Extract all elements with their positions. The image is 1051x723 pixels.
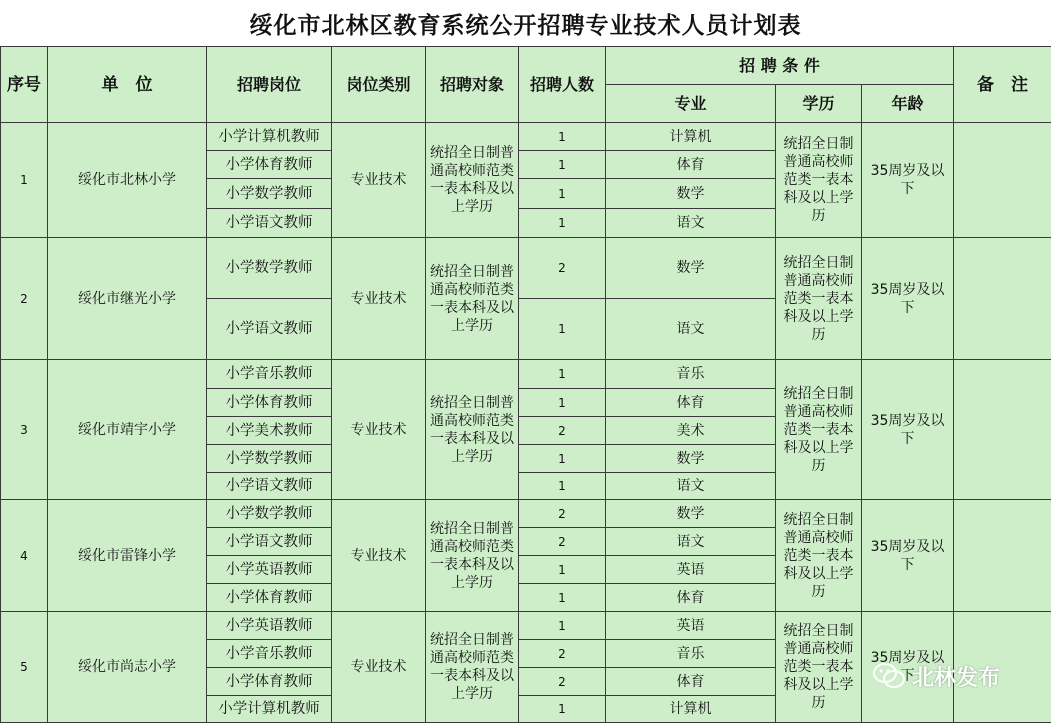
header-category: 岗位类别: [331, 46, 426, 123]
position-cell: 小学数学教师: [206, 499, 332, 528]
wechat-icon: [872, 662, 906, 690]
school-target: 统招全日制普通高校师范类一表本科及以上学历: [425, 499, 519, 612]
major-cell: 英语: [605, 555, 776, 584]
position-cell: 小学语文教师: [206, 208, 332, 238]
count-cell: 2: [518, 667, 606, 696]
count-cell: 2: [518, 416, 606, 445]
major-cell: 数学: [605, 499, 776, 528]
count-cell: 1: [518, 298, 606, 360]
header-conditions: 招 聘 条 件: [605, 46, 954, 85]
school-category: 专业技术: [331, 359, 426, 500]
position-cell: 小学体育教师: [206, 388, 332, 417]
page-title: 绥化市北林区教育系统公开招聘专业技术人员计划表: [0, 0, 1051, 46]
school-unit: 绥化市继光小学: [47, 237, 207, 360]
school-education: 统招全日制普通高校师范类一表本科及以上学历: [775, 237, 862, 360]
major-cell: 美术: [605, 416, 776, 445]
count-cell: 1: [518, 150, 606, 179]
major-cell: 体育: [605, 583, 776, 612]
position-cell: 小学英语教师: [206, 611, 332, 640]
school-target: 统招全日制普通高校师范类一表本科及以上学历: [425, 122, 519, 238]
count-cell: 1: [518, 555, 606, 584]
major-cell: 英语: [605, 611, 776, 640]
school-target: 统招全日制普通高校师范类一表本科及以上学历: [425, 611, 519, 723]
header-seq: 序号: [0, 46, 48, 123]
major-cell: 体育: [605, 388, 776, 417]
major-cell: 数学: [605, 237, 776, 299]
header-education: 学历: [775, 84, 862, 123]
school-unit: 绥化市雷锋小学: [47, 499, 207, 612]
count-cell: 2: [518, 639, 606, 668]
header-age: 年龄: [861, 84, 954, 123]
position-cell: 小学语文教师: [206, 298, 332, 360]
count-cell: 1: [518, 444, 606, 473]
major-cell: 计算机: [605, 122, 776, 151]
header-major: 专业: [605, 84, 776, 123]
watermark: [872, 656, 1042, 696]
school-education: 统招全日制普通高校师范类一表本科及以上学历: [775, 359, 862, 500]
school-age: 35周岁及以下: [861, 611, 954, 723]
school-age: 35周岁及以下: [861, 499, 954, 612]
major-cell: 语文: [605, 208, 776, 238]
position-cell: 小学数学教师: [206, 178, 332, 209]
count-cell: 2: [518, 499, 606, 528]
major-cell: 语文: [605, 527, 776, 556]
position-cell: 小学体育教师: [206, 667, 332, 696]
position-cell: 小学数学教师: [206, 237, 332, 299]
school-unit: 绥化市北林小学: [47, 122, 207, 238]
school-seq: 3: [0, 359, 48, 500]
school-age: 35周岁及以下: [861, 359, 954, 500]
school-target: 统招全日制普通高校师范类一表本科及以上学历: [425, 237, 519, 360]
header-remarks: 备 注: [953, 46, 1051, 123]
school-age: 35周岁及以下: [861, 237, 954, 360]
school-remarks: [953, 237, 1051, 360]
count-cell: 1: [518, 695, 606, 723]
major-cell: 体育: [605, 150, 776, 179]
count-cell: 1: [518, 388, 606, 417]
watermark-text: 北林发布: [912, 665, 1001, 691]
header-target: 招聘对象: [425, 46, 519, 123]
school-target: 统招全日制普通高校师范类一表本科及以上学历: [425, 359, 519, 500]
count-cell: 2: [518, 237, 606, 299]
school-education: 统招全日制普通高校师范类一表本科及以上学历: [775, 499, 862, 612]
school-seq: 4: [0, 499, 48, 612]
count-cell: 1: [518, 359, 606, 389]
position-cell: 小学美术教师: [206, 416, 332, 445]
major-cell: 语文: [605, 472, 776, 500]
major-cell: 体育: [605, 667, 776, 696]
count-cell: 2: [518, 527, 606, 556]
school-age: 35周岁及以下: [861, 122, 954, 238]
school-category: 专业技术: [331, 237, 426, 360]
position-cell: 小学英语教师: [206, 555, 332, 584]
position-cell: 小学音乐教师: [206, 639, 332, 668]
position-cell: 小学语文教师: [206, 527, 332, 556]
school-category: 专业技术: [331, 122, 426, 238]
school-category: 专业技术: [331, 611, 426, 723]
major-cell: 语文: [605, 298, 776, 360]
header-count: 招聘人数: [518, 46, 606, 123]
position-cell: 小学音乐教师: [206, 359, 332, 389]
count-cell: 1: [518, 178, 606, 209]
school-category: 专业技术: [331, 499, 426, 612]
major-cell: 数学: [605, 444, 776, 473]
school-unit: 绥化市尚志小学: [47, 611, 207, 723]
position-cell: 小学语文教师: [206, 472, 332, 500]
school-remarks: [953, 359, 1051, 500]
count-cell: 1: [518, 583, 606, 612]
school-education: 统招全日制普通高校师范类一表本科及以上学历: [775, 611, 862, 723]
major-cell: 音乐: [605, 359, 776, 389]
position-cell: 小学体育教师: [206, 583, 332, 612]
school-seq: 1: [0, 122, 48, 238]
school-seq: 5: [0, 611, 48, 723]
header-unit: 单 位: [47, 46, 207, 123]
position-cell: 小学计算机教师: [206, 122, 332, 151]
count-cell: 1: [518, 611, 606, 640]
school-seq: 2: [0, 237, 48, 360]
school-remarks: [953, 499, 1051, 612]
school-unit: 绥化市靖宇小学: [47, 359, 207, 500]
major-cell: 计算机: [605, 695, 776, 723]
position-cell: 小学体育教师: [206, 150, 332, 179]
school-education: 统招全日制普通高校师范类一表本科及以上学历: [775, 122, 862, 238]
position-cell: 小学数学教师: [206, 444, 332, 473]
position-cell: 小学计算机教师: [206, 695, 332, 723]
header-position: 招聘岗位: [206, 46, 332, 123]
major-cell: 数学: [605, 178, 776, 209]
count-cell: 1: [518, 208, 606, 238]
major-cell: 音乐: [605, 639, 776, 668]
count-cell: 1: [518, 122, 606, 151]
count-cell: 1: [518, 472, 606, 500]
school-remarks: [953, 122, 1051, 238]
